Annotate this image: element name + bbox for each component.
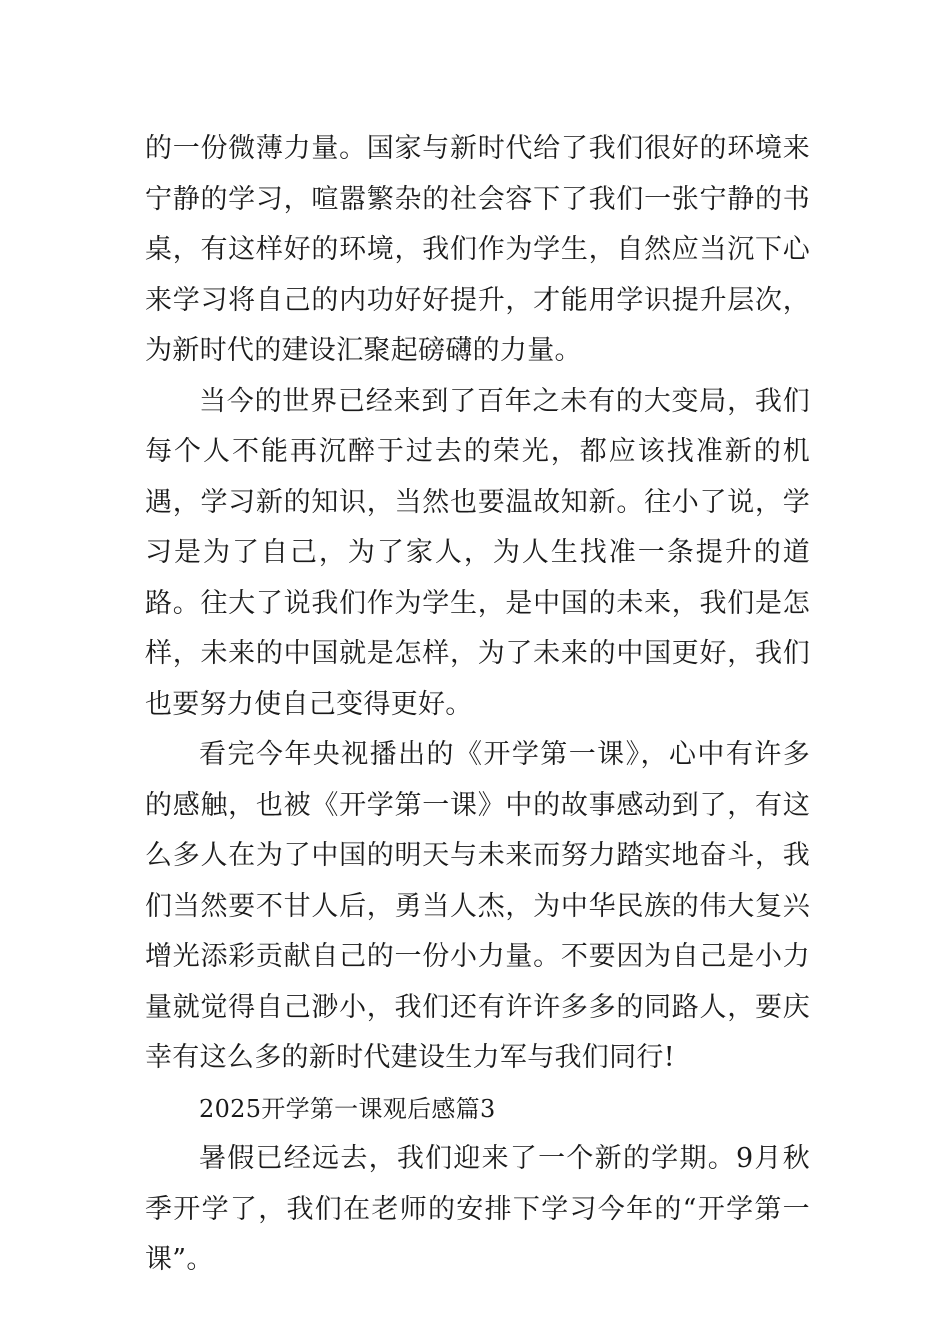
paragraph-2: 当今的世界已经来到了百年之未有的大变局，我们每个人不能再沉醉于过去的荣光，都应该找准新的机遇，学习新的知识，当然也要温故知新。往小了说，学习是为了自己，为了家人，为人生找准一条提升的道路。往大了说我们作为学生，是中国的未来，我们是怎样，未来的中国就是怎样，为了未来的中国更好，我们也要努力使自己变得更好。	[145, 385, 810, 720]
paragraph-1: 的一份微薄力量。国家与新时代给了我们很好的环境来宁静的学习，喧嚣繁杂的社会容下了我们一张宁静的书桌，有这样好的环境，我们作为学生，自然应当沉下心来学习将自己的内功好好提升，才能用学识提升层次，为新时代的建设汇聚起磅礴的力量。	[145, 133, 810, 366]
section-heading: 2025开学第一课观后感篇3	[199, 1094, 496, 1123]
paragraph-3: 看完今年央视播出的《开学第一课》，心中有许多的感触，也被《开学第一课》中的故事感动到了，有这么多人在为了中国的明天与未来而努力踏实地奋斗，我们当然要不甘人后，勇当人杰，为中华民族的伟大复兴增光添彩贡献自己的一份小力量。不要因为自己是小力量就觉得自己渺小，我们还有许许多多的同路人，要庆幸有这么多的新时代建设生力军与我们同行!	[145, 739, 810, 1073]
paragraph-4: 暑假已经远去，我们迎来了一个新的学期。9月秋季开学了，我们在老师的安排下学习今年的“开学第一课”。	[145, 1143, 810, 1275]
document-body	[145, 124, 810, 1286]
